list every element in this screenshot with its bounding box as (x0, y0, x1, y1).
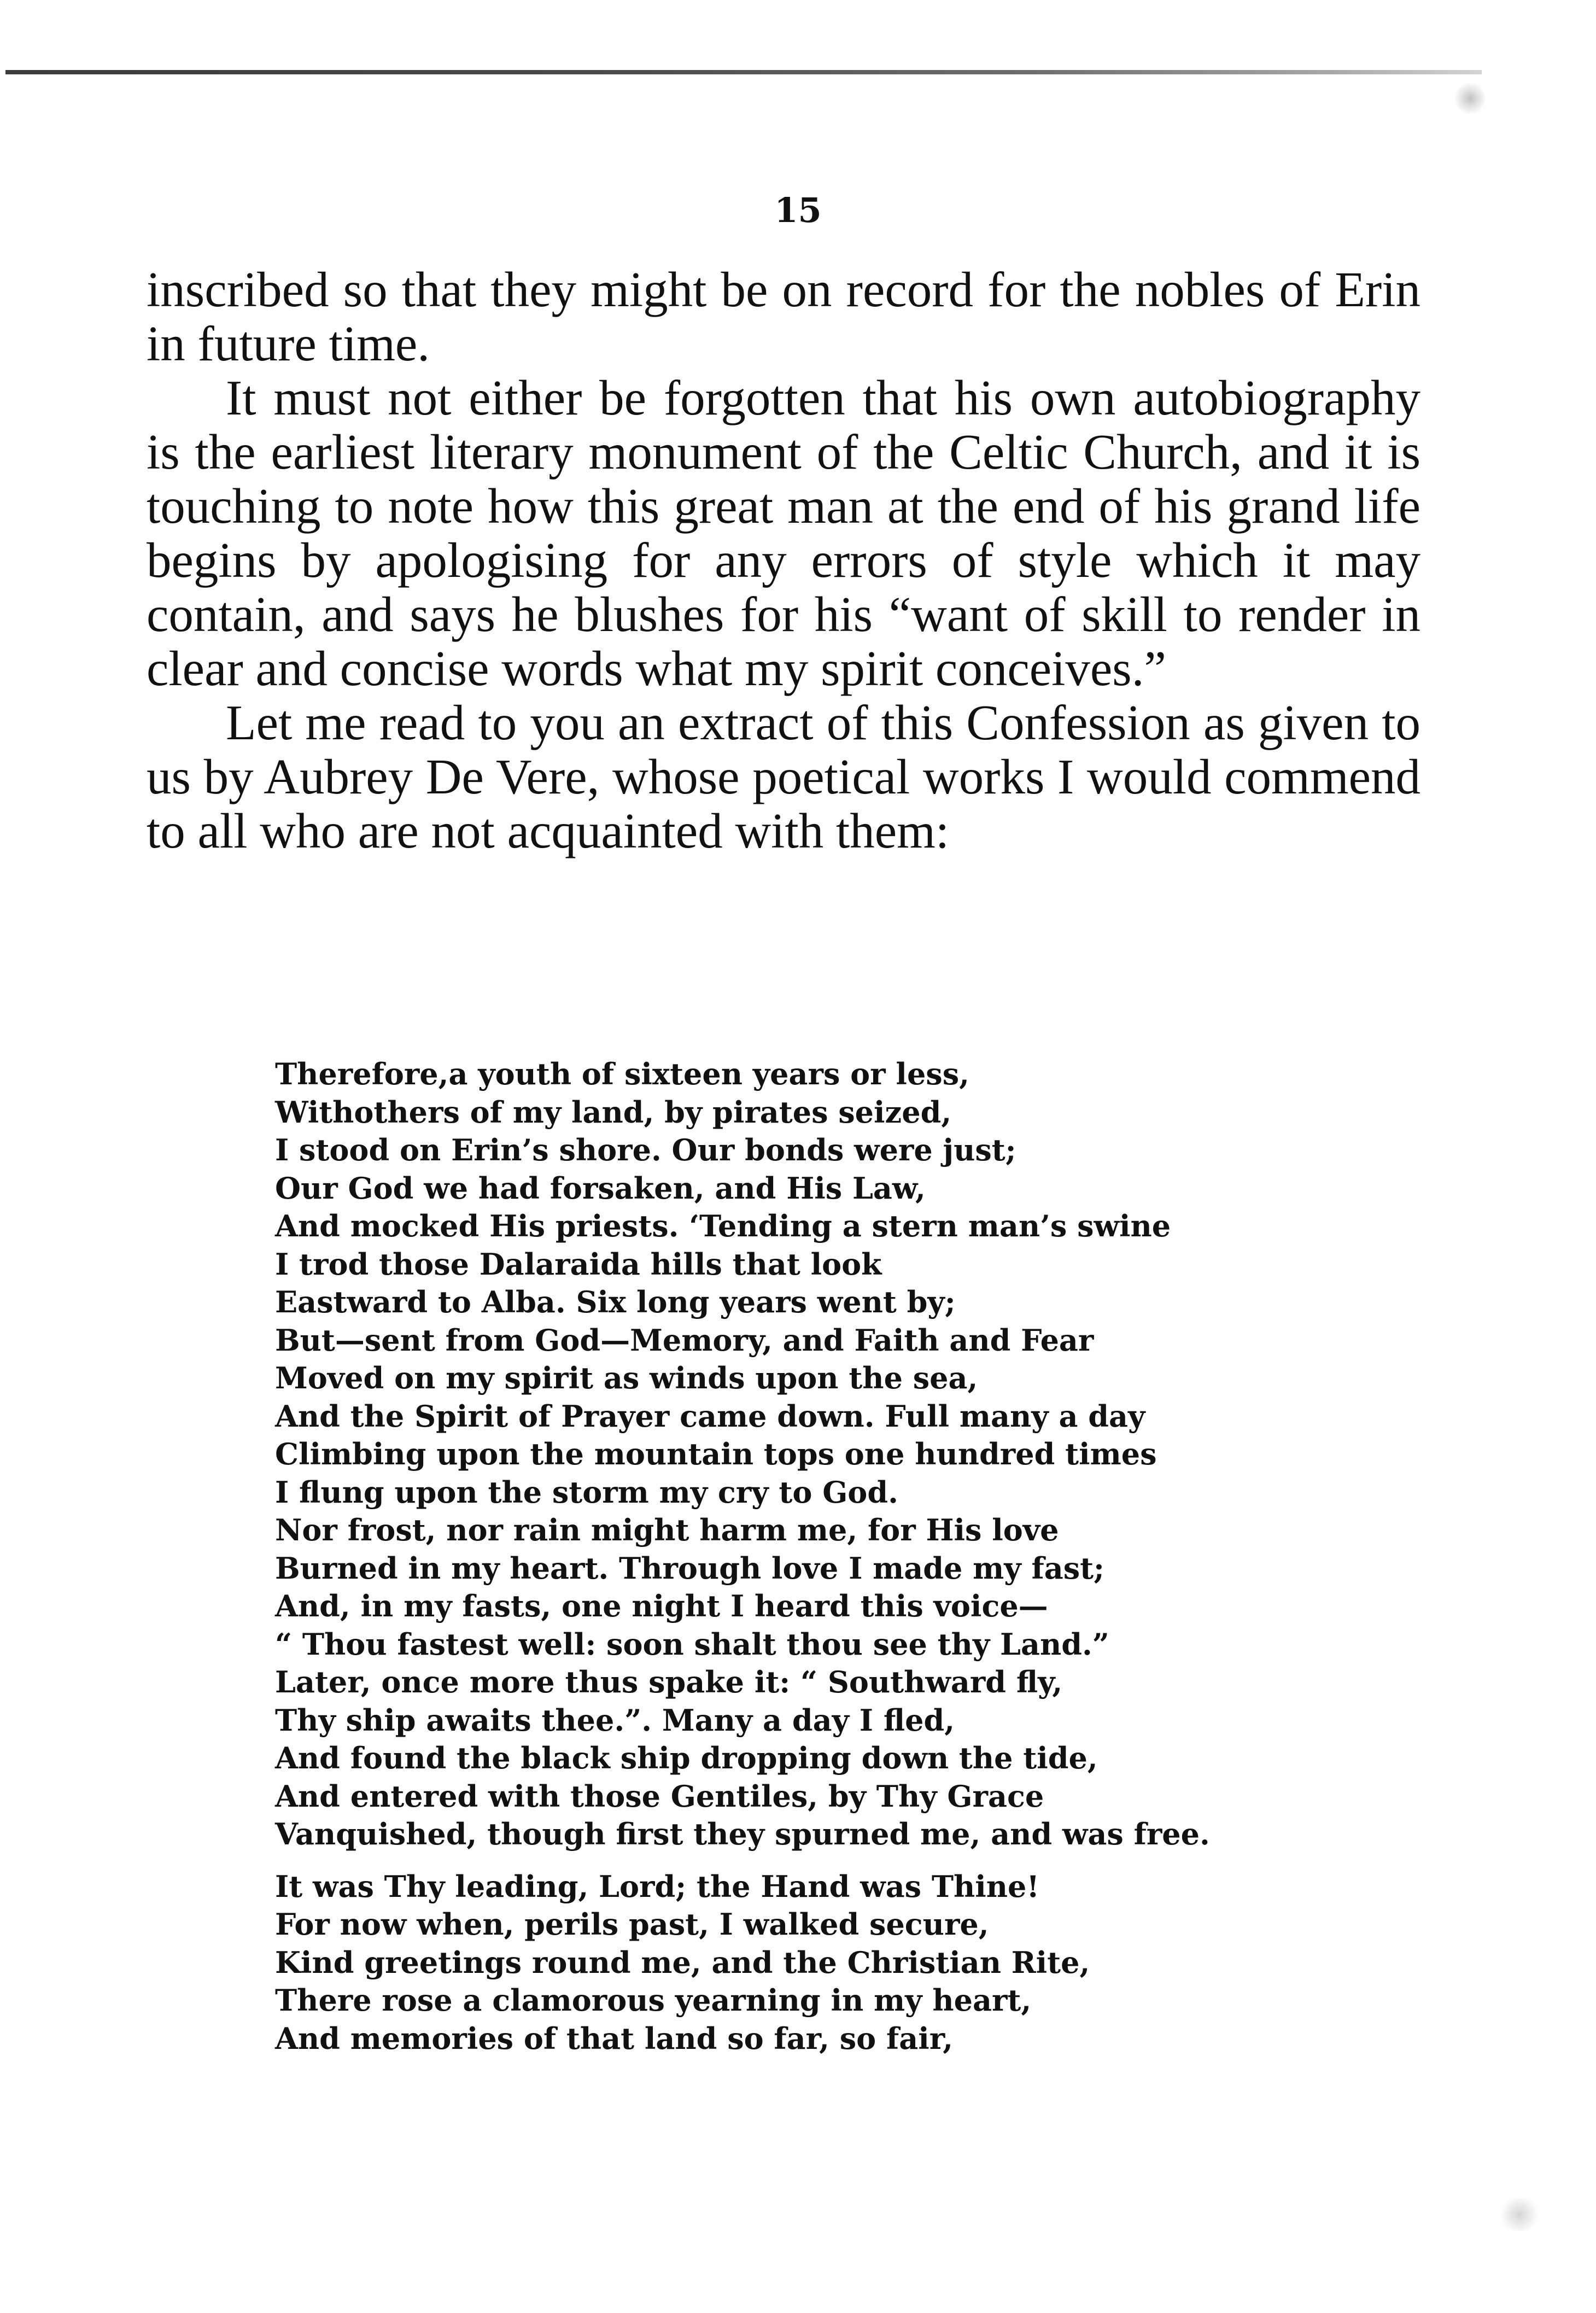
top-printed-rule (5, 70, 1482, 74)
verse-line: But—sent from God—Memory, and Faith and Fear (275, 1322, 1094, 1358)
verse-line: There rose a clamorous yearning in my heart, (275, 1983, 1032, 2018)
verse-line: And the Spirit of Prayer came down. Full many a day (275, 1398, 1145, 1434)
verse-line: And mocked His priests. ‘Tending a stern man’s swine (275, 1208, 1171, 1243)
verse-line: Kind greetings round me, and the Christian Rite, (275, 1944, 1090, 1980)
verse-line: I trod those Dalaraida hills that look (275, 1246, 882, 1282)
verse-line: Nor frost, nor rain might harm me, for His love (275, 1512, 1059, 1547)
verse-line: Withothers of my land, by pirates seized, (275, 1094, 952, 1130)
verse-line: Burned in my heart. Through love I made my fast; (275, 1550, 1104, 1586)
verse-line: I flung upon the storm my cry to God. (275, 1474, 898, 1510)
verse-line: Vanquished, though first they spurned me, and was free. (275, 1816, 1210, 1851)
verse-line: Moved on my spirit as winds upon the sea, (275, 1360, 978, 1395)
paragraph-autobiography: It must not either be forgotten that his own autobiography is the earliest literary monument of the Celtic Church, and it is touching to note how this great man at the end of his grand life begins by apologising for any errors of style which it may contain, and says he blushes for his “want of skill to render in clear and concise words what my spirit conceives.” (147, 370, 1420, 696)
verse-line: Eastward to Alba. Six long years went by; (275, 1284, 956, 1319)
stanza-1 (275, 1055, 1423, 1854)
verse-line: And entered with those Gentiles, by Thy Grace (275, 1778, 1044, 1814)
verse-line: And memories of that land so far, so fair, (275, 2020, 954, 2056)
verse-line: For now when, perils past, I walked secure, (275, 1907, 989, 1942)
verse-line: Climbing upon the mountain tops one hundred times (275, 1436, 1157, 1471)
verse-line: Therefore,a youth of sixteen years or less, (275, 1056, 969, 1091)
verse-line: I stood on Erin’s shore. Our bonds were just; (275, 1132, 1016, 1167)
stanza-2 (275, 1868, 1423, 2058)
page-number: 15 (774, 190, 822, 230)
verse-line: Later, once more thus spake it: “ Southward fly, (275, 1664, 1063, 1699)
verse-line: It was Thy leading, Lord; the Hand was Thine! (275, 1868, 1040, 1904)
scan-speck (1498, 2198, 1541, 2231)
verse-line: And found the black ship dropping down the tide, (275, 1740, 1098, 1775)
verse-line: “ Thou fastest well: soon shalt thou see thy Land.” (275, 1626, 1109, 1662)
body-text (147, 262, 1420, 858)
verse-line: Our God we had forsaken, and His Law, (275, 1170, 926, 1206)
paragraph-continuation: inscribed so that they might be on record for the nobles of Erin in future time. (147, 262, 1420, 371)
verse-line: And, in my fasts, one night I heard this voice— (275, 1588, 1048, 1623)
verse-extract (275, 1055, 1423, 2072)
scan-speck (1454, 82, 1487, 115)
verse-line: Thy ship awaits thee.”. Many a day I fled, (275, 1702, 955, 1738)
paragraph-confession-intro: Let me read to you an extract of this Confession as given to us by Aubrey De Vere, whose poetical works I would commend to all who are not acquainted with them: (147, 695, 1420, 858)
